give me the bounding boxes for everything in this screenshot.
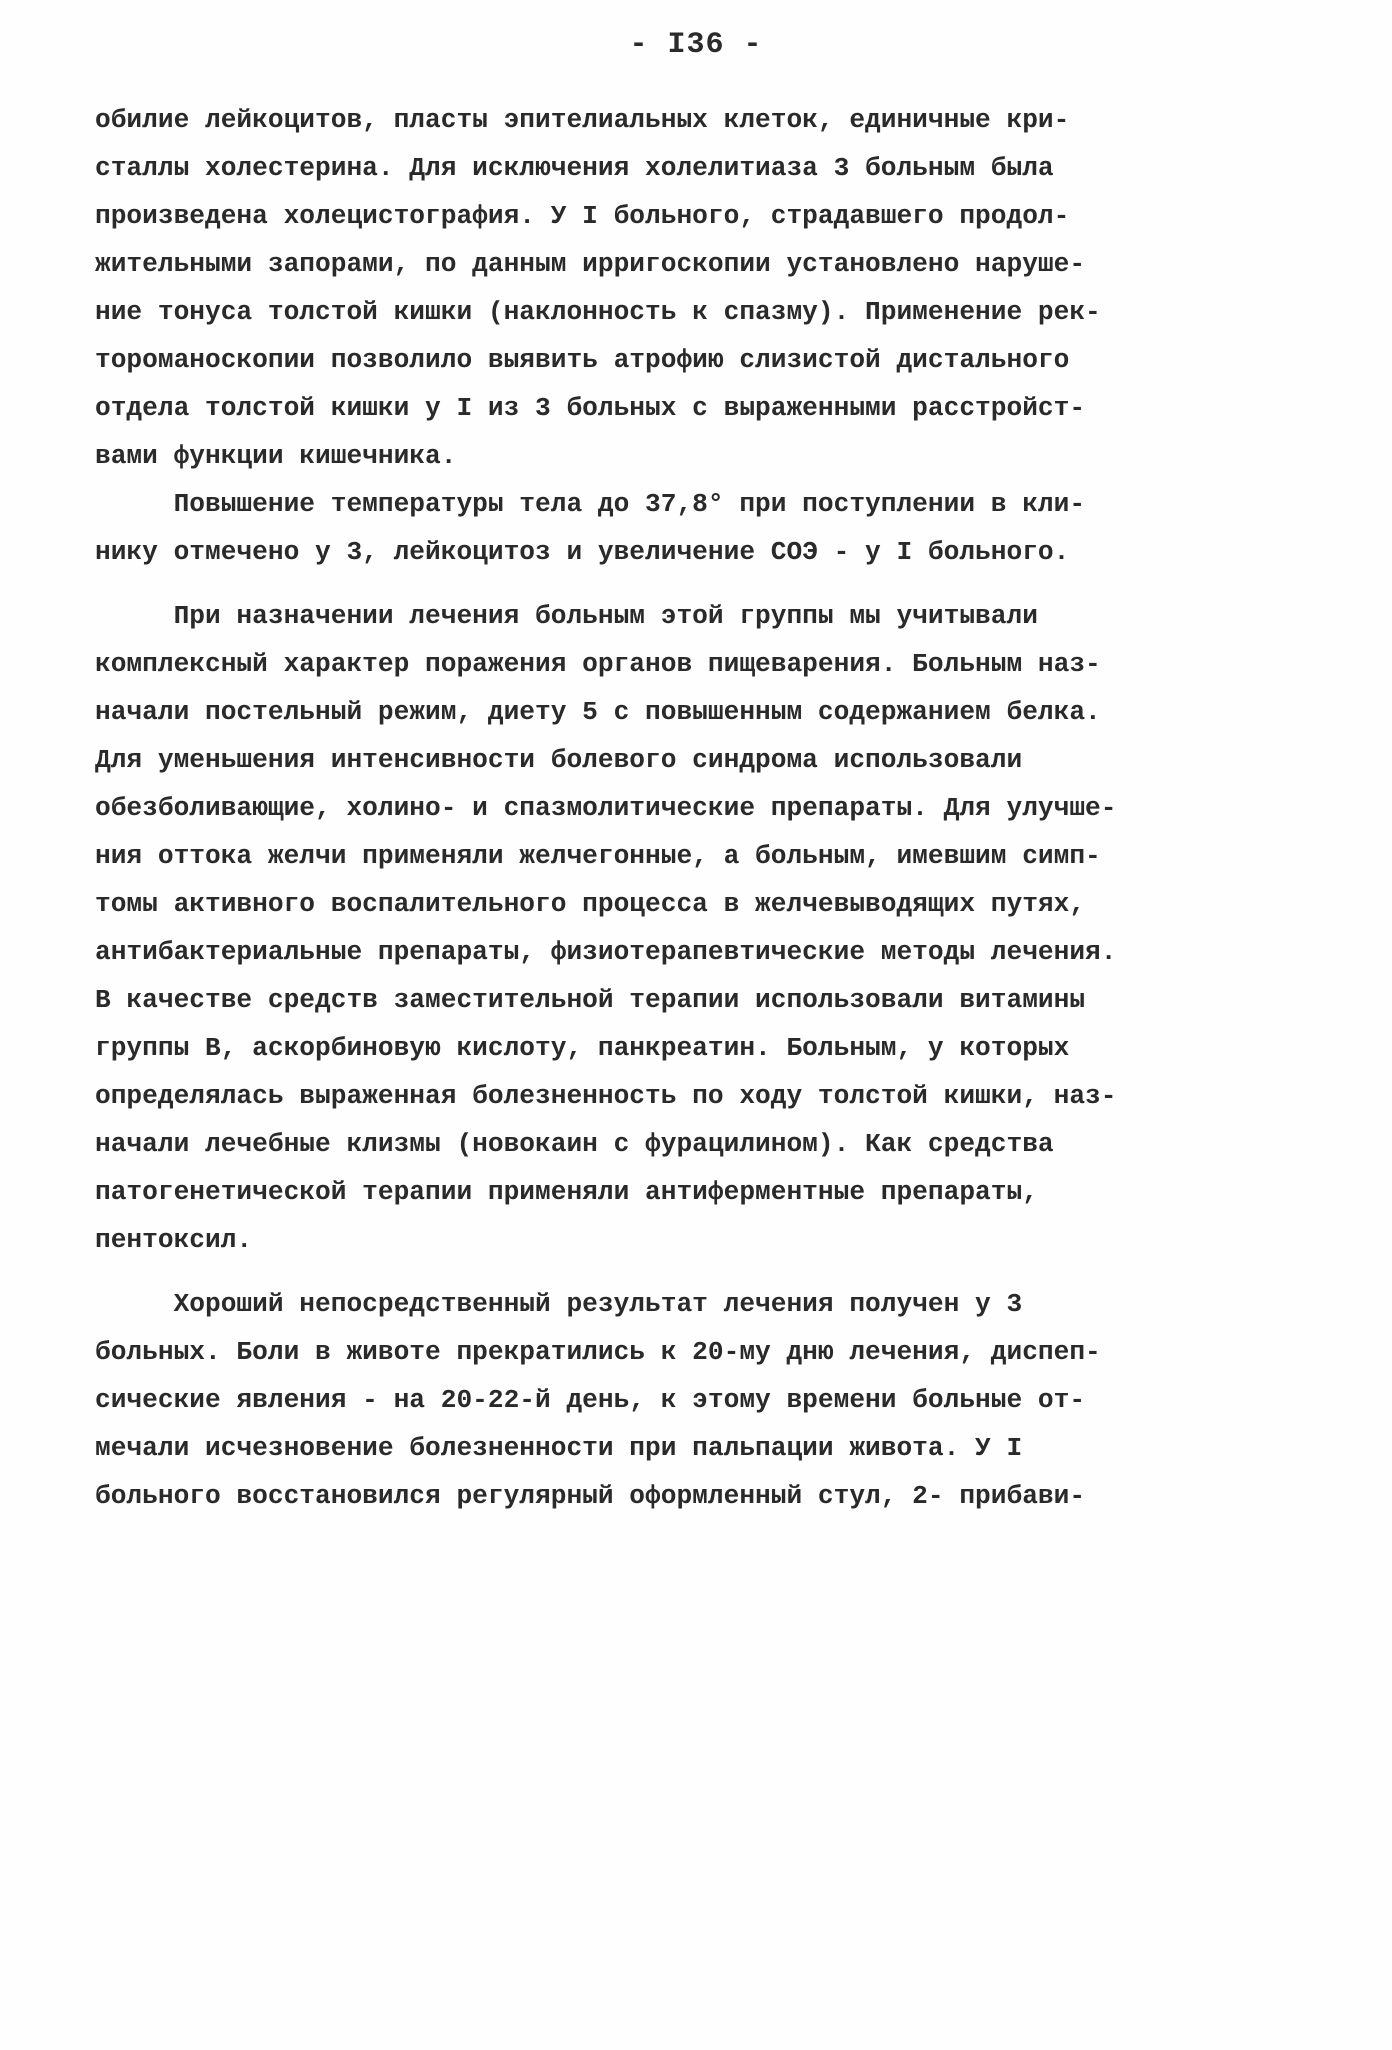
text-line: При назначении лечения больным этой группы мы учитывали	[95, 601, 1038, 631]
text-line: комплексный характер поражения органов пищеварения. Больным наз-	[95, 649, 1101, 679]
text-line: начали постельный режим, диету 5 с повышенным содержанием белка.	[95, 697, 1101, 727]
text-line: Хороший непосредственный результат лечения получен у 3	[95, 1289, 1023, 1319]
text-line: обилие лейкоцитов, пласты эпителиальных клеток, единичные кри-	[95, 105, 1070, 135]
page-number: - I36 -	[629, 28, 763, 62]
text-line: нику отмечено у 3, лейкоцитоз и увеличение СОЭ - у I больного.	[95, 537, 1070, 567]
text-line: больного восстановился регулярный оформленный стул, 2- прибави-	[95, 1481, 1086, 1511]
text-line: ние тонуса толстой кишки (наклонность к спазму). Применение рек-	[95, 297, 1101, 327]
text-line: отдела толстой кишки у I из 3 больных с выраженными расстройст-	[95, 393, 1086, 423]
text-line: тороманоскопии позволило выявить атрофию слизистой дистального	[95, 345, 1070, 375]
text-line: определялась выраженная болезненность по ходу толстой кишки, наз-	[95, 1081, 1117, 1111]
text-line: больных. Боли в животе прекратились к 20-му дню лечения, диспеп-	[95, 1337, 1101, 1367]
text-line: произведена холецистография. У I больного, страдавшего продол-	[95, 201, 1070, 231]
text-line: ния оттока желчи применяли желчегонные, а больным, имевшим симп-	[95, 841, 1101, 871]
text-line: Повышение температуры тела до 37,8° при поступлении в кли-	[95, 489, 1086, 519]
text-line: В качестве средств заместительной терапии использовали витамины	[95, 985, 1086, 1015]
text-line: начали лечебные клизмы (новокаин с фурацилином). Как средства	[95, 1129, 1054, 1159]
text-line: мечали исчезновение болезненности при пальпации живота. У I	[95, 1433, 1023, 1463]
text-line: Для уменьшения интенсивности болевого синдрома использовали	[95, 745, 1023, 775]
text-line: сталлы холестерина. Для исключения холелитиаза 3 больным была	[95, 153, 1054, 183]
text-line: патогенетической терапии применяли антиферментные препараты,	[95, 1177, 1038, 1207]
text-line: пентоксил.	[95, 1225, 253, 1255]
text-line: группы В, аскорбиновую кислоту, панкреатин. Больным, у которых	[95, 1033, 1070, 1063]
text-line: сические явления - на 20-22-й день, к этому времени больные от-	[95, 1385, 1086, 1415]
text-line: жительными запорами, по данным ирригоскопии установлено наруше-	[95, 249, 1086, 279]
text-line: вами функции кишечника.	[95, 441, 457, 471]
text-line: антибактериальные препараты, физиотерапевтические методы лечения.	[95, 937, 1117, 967]
text-line: томы активного воспалительного процесса в желчевыводящих путях,	[95, 889, 1086, 919]
text-line: обезболивающие, холино- и спазмолитические препараты. Для улучше-	[95, 793, 1117, 823]
